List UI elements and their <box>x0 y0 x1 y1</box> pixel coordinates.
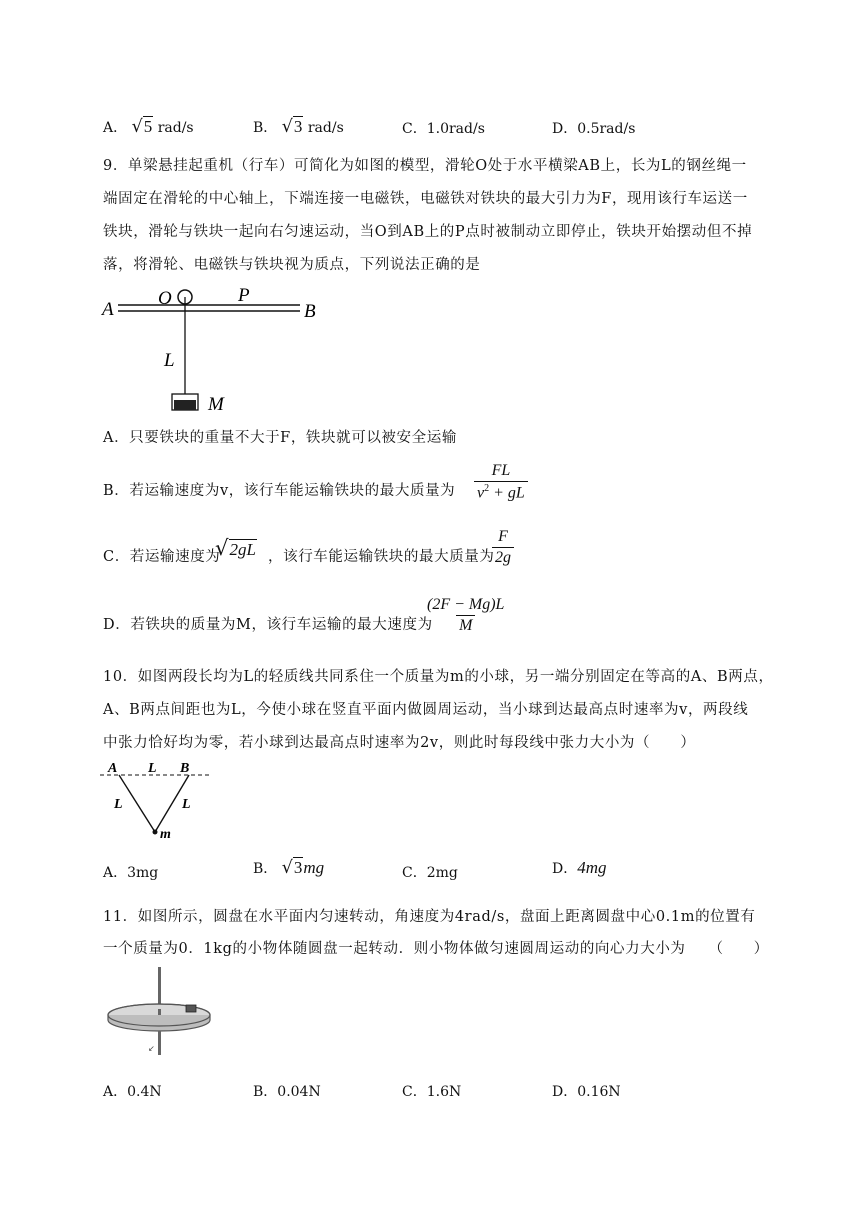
q8-option-b-radicand: 3 <box>293 117 303 136</box>
small-object <box>186 1005 196 1012</box>
q8-option-b-prefix: B． <box>253 120 278 137</box>
q9-option-c-radicand: 2gL <box>229 539 257 559</box>
q9-option-d-text: D．若铁块的质量为M，该行车运输的最大速度为 <box>103 617 433 633</box>
q10-option-b-radicand: 3 <box>293 858 303 877</box>
q9-option-b-text: B．若运输速度为v，该行车能运输铁块的最大质量为 <box>103 483 456 499</box>
q9-option-a: A．只要铁块的重量不大于F，铁块就可以被安全运输 <box>103 430 457 446</box>
den-v: v <box>477 484 485 502</box>
q8-option-b <box>253 116 344 137</box>
fraction-denominator: M <box>456 615 475 635</box>
label-b: B <box>304 301 316 322</box>
label-a: A <box>102 299 114 320</box>
q9-option-d-fraction <box>424 596 507 635</box>
q10-option-d <box>552 858 607 878</box>
pendulum-diagram <box>100 760 215 840</box>
q10-option-b-mg: mg <box>303 858 325 878</box>
q9-stem-line-2: 端固定在滑轮的中心轴上，下端连接一电磁铁，电磁铁对铁块的最大引力为F，现用该行车运送一 <box>103 191 748 207</box>
sqrt-symbol: √ 3 <box>281 117 303 138</box>
q9-stem-line-4: 落，将滑轮、电磁铁与铁块视为质点，下列说法正确的是 <box>103 257 481 273</box>
q9-stem-line-3: 铁块，滑轮与铁块一起向右匀速运动，当O到AB上的P点时被制动立即停止，铁块开始摆动但不掉 <box>103 224 753 240</box>
q11-option-b: B．0.04N <box>253 1084 321 1100</box>
sqrt-symbol: √ 3 <box>281 858 303 879</box>
label-p: P <box>238 285 250 306</box>
q10-stem-line-3: 中张力恰好均为零，若小球到达最高点时速率为2v，则此时每段线中张力大小为（ ） <box>103 735 696 751</box>
den-exponent: 2 <box>484 483 490 494</box>
q9-option-c-sqrt <box>215 538 257 560</box>
q11-stem-line-1: 11．如图所示，圆盘在水平面内匀速转动，角速度为4rad/s，盘面上距离圆盘中心0.1m的位置有 <box>103 909 756 925</box>
q8-option-a-prefix: A． <box>103 120 128 137</box>
q10-option-d-math: 4mg <box>577 858 607 877</box>
fraction-numerator: F <box>498 528 508 545</box>
string-left <box>119 775 155 832</box>
ball <box>153 830 158 835</box>
crane-diagram <box>100 282 330 417</box>
q8-option-a-unit: rad/s <box>157 120 194 137</box>
label-m: m <box>160 827 171 840</box>
fraction-denominator <box>474 481 528 502</box>
q8-option-a <box>103 116 194 137</box>
label-l: L <box>164 350 175 371</box>
fraction-numerator: (2F − Mg)L <box>427 596 505 613</box>
label-l-right: L <box>182 797 191 812</box>
q11-option-c: C．1.6N <box>402 1084 462 1100</box>
q11-option-a: A．0.4N <box>103 1084 162 1100</box>
q10-option-b <box>253 857 324 878</box>
rotation-arrow-icon: ↙ <box>148 1044 155 1053</box>
q8-option-d: D．0.5rad/s <box>552 121 636 137</box>
label-b: B <box>180 761 190 776</box>
sqrt-symbol: √ 5 <box>131 117 153 138</box>
q11-option-d: D．0.16N <box>552 1084 621 1100</box>
q9-option-c-text-1: C．若运输速度为 <box>103 549 221 565</box>
fraction-denominator: 2g <box>492 547 514 567</box>
fraction-numerator: FL <box>491 462 511 479</box>
label-o: O <box>158 288 172 309</box>
q10-stem-line-1: 10．如图两段长均为L的轻质线共同系住一个质量为m的小球，另一端分别固定在等高的A、B两点， <box>103 669 774 685</box>
den-rest: + gL <box>489 484 525 502</box>
sqrt-symbol: √ 2gL <box>215 536 257 561</box>
axle-upper <box>158 967 161 1009</box>
label-l-left: L <box>114 797 123 812</box>
label-m: M <box>208 394 224 415</box>
q10-option-d-prefix: D． <box>552 861 578 877</box>
label-l-top: L <box>148 761 157 776</box>
q9-stem-line-1: 9．单梁悬挂起重机（行车）可简化为如图的模型，滑轮O处于水平横梁AB上，长为L的钢丝绳一 <box>103 158 747 174</box>
q10-option-b-prefix: B． <box>253 861 278 878</box>
axle-center <box>158 1009 161 1015</box>
q10-option-c: C．2mg <box>402 865 458 881</box>
q8-option-c: C．1.0rad/s <box>402 121 485 137</box>
q10-stem-line-2: A、B两点间距也为L，今使小球在竖直平面内做圆周运动，当小球到达最高点时速率为v，两段线 <box>103 702 749 718</box>
turntable-diagram <box>103 965 218 1057</box>
q8-option-a-radicand: 5 <box>143 117 153 136</box>
label-a: A <box>108 761 118 776</box>
q9-option-c-fraction <box>492 528 514 567</box>
q9-option-c-text-2: ，该行车能运输铁块的最大质量为 <box>268 549 495 565</box>
axle-lower <box>158 1031 161 1055</box>
q10-option-a: A．3mg <box>103 865 159 881</box>
iron-block <box>174 400 196 410</box>
q11-stem-line-2: 一个质量为0．1kg的小物体随圆盘一起转动．则小物体做匀速圆周运动的向心力大小为 （ ） <box>103 941 769 957</box>
q8-option-b-unit: rad/s <box>307 120 344 137</box>
q9-option-b-fraction <box>474 462 528 502</box>
